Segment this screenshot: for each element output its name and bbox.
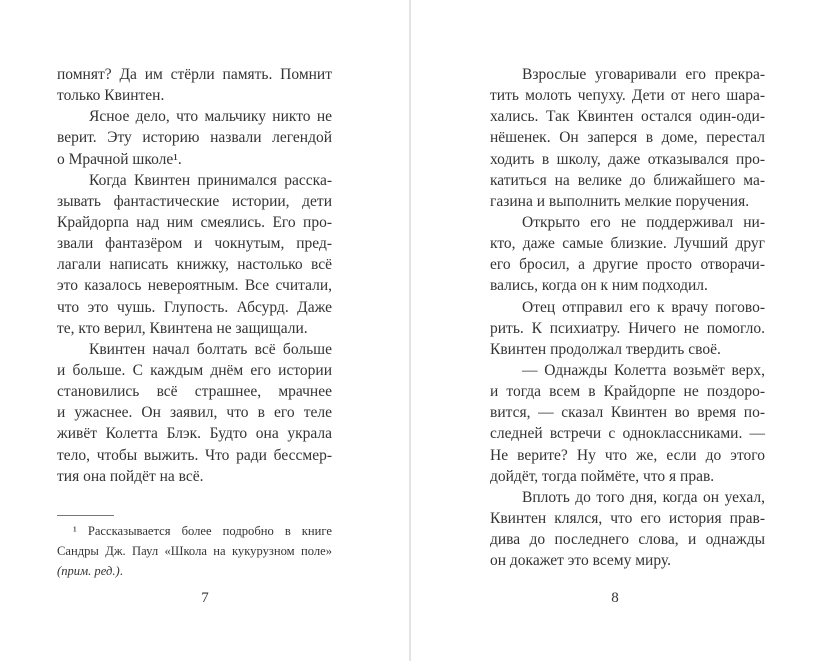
text-line: и тогда всем в Крайдорпе не поздоро-: [490, 383, 765, 401]
footnote-line: Сандры Дж. Паул «Школа на кукурузном поле»: [57, 544, 332, 558]
text-line: он докажет это всему миру.: [490, 552, 671, 570]
footnote-end: .: [119, 564, 123, 578]
text-line: лагали написать книжку, настолько всё: [57, 256, 332, 274]
text-line: Взрослые уговаривали его прекра-: [522, 66, 765, 83]
text-line: Отец отправил его к врачу погово-: [522, 298, 765, 316]
paragraph: [490, 487, 765, 572]
text-line: нёшенек. Он заперся в доме, перестал: [490, 129, 765, 147]
text-line: дойдёт, тогда поймёте, что я прав.: [490, 467, 715, 485]
paragraph: [57, 64, 332, 106]
text-line: следней встречи с одноклассниками. —: [490, 425, 765, 443]
text-line: — Однажды Колетта возьмёт верх,: [522, 361, 765, 379]
footnote: [57, 521, 332, 581]
footnote-line: ¹ Рассказывается более подробно в книге: [73, 524, 332, 538]
text-line: становились всё страшнее, мрачнее: [57, 383, 332, 401]
text-line: кто, даже самые близкие. Лучший друг: [490, 235, 765, 253]
text-line: хались. Так Квинтен остался один-оди-: [490, 108, 765, 126]
paragraph: [57, 170, 332, 339]
paragraph: [57, 339, 332, 487]
text-line: тия она пойдёт на всё.: [57, 467, 204, 485]
paragraph: [490, 360, 765, 487]
paragraph: [490, 297, 765, 360]
text-line: Квинтен продолжал твердить своё.: [490, 340, 721, 358]
text-line: Не верите? Ну что же, если до этого: [490, 446, 765, 464]
text-line: живёт Колетта Блэк. Будто она украла: [57, 425, 332, 443]
paragraph: [490, 212, 765, 297]
paragraph: [490, 64, 765, 212]
right-page: [410, 0, 820, 661]
text-line: вится, — сказал Квинтен во время по-: [490, 404, 765, 422]
footnote-editor-note: (прим. ред.): [57, 564, 120, 578]
text-line: Крайдорпа над ним смеялись. Его про-: [57, 213, 332, 231]
text-line: рить. К психиатру. Ничего не помогло.: [490, 319, 765, 337]
text-line: ходить в школу, даже отказывался про-: [490, 150, 765, 168]
footnote-divider: [57, 515, 114, 516]
text-line: дива до последнего слова, и однажды: [490, 531, 765, 549]
text-line: те, кто верил, Квинтена не защищали.: [57, 319, 308, 337]
text-line: зывать фантастические истории, дети: [57, 192, 332, 210]
text-line: и больше. С каждым днём его истории: [57, 361, 332, 379]
text-line: его бросил, а другие просто отворачи-: [490, 256, 765, 274]
text-line: Квинтен начал болтать всё больше: [89, 340, 332, 358]
text-line: это казалось невероятным. Все считали,: [57, 277, 332, 295]
paragraph: [57, 106, 332, 169]
text-line: Вплоть до того дня, когда он уехал,: [522, 488, 765, 506]
text-line: звали фантазёром и чокнутым, пред-: [57, 235, 332, 253]
text-line: Когда Квинтен принимался расска-: [89, 171, 332, 189]
text-line: помнят? Да им стёрли память. Помнит: [57, 66, 332, 83]
text-line: Открыто его не поддерживал ни-: [522, 213, 765, 231]
text-line: Ясное дело, что мальчику никто не: [89, 108, 332, 126]
text-line: и ужаснее. Он заявил, что в его теле: [57, 404, 332, 422]
text-line: верит. Эту историю назвали легендой: [57, 129, 332, 147]
text-line: только Квинтен.: [57, 87, 165, 105]
left-page-text: [57, 64, 332, 487]
text-line: что это чушь. Глупость. Абсурд. Даже: [57, 298, 332, 316]
page-number: 7: [201, 590, 209, 606]
text-line: о Мрачной школе¹.: [57, 150, 182, 168]
text-line: катиться на велике до ближайшего ма-: [490, 171, 765, 189]
page-number: 8: [611, 590, 619, 606]
text-line: Квинтен клялся, что его история прав-: [490, 509, 765, 527]
footnote-line: [57, 561, 332, 581]
text-line: вались, когда он к ним подходил.: [490, 277, 708, 295]
text-line: газина и выполнить мелкие поручения.: [490, 192, 750, 210]
right-page-text: [490, 64, 765, 571]
text-line: тело, чтобы выжить. Что ради бессмер-: [57, 446, 332, 464]
text-line: тить молоть чепуху. Дети от него шара-: [490, 87, 765, 105]
